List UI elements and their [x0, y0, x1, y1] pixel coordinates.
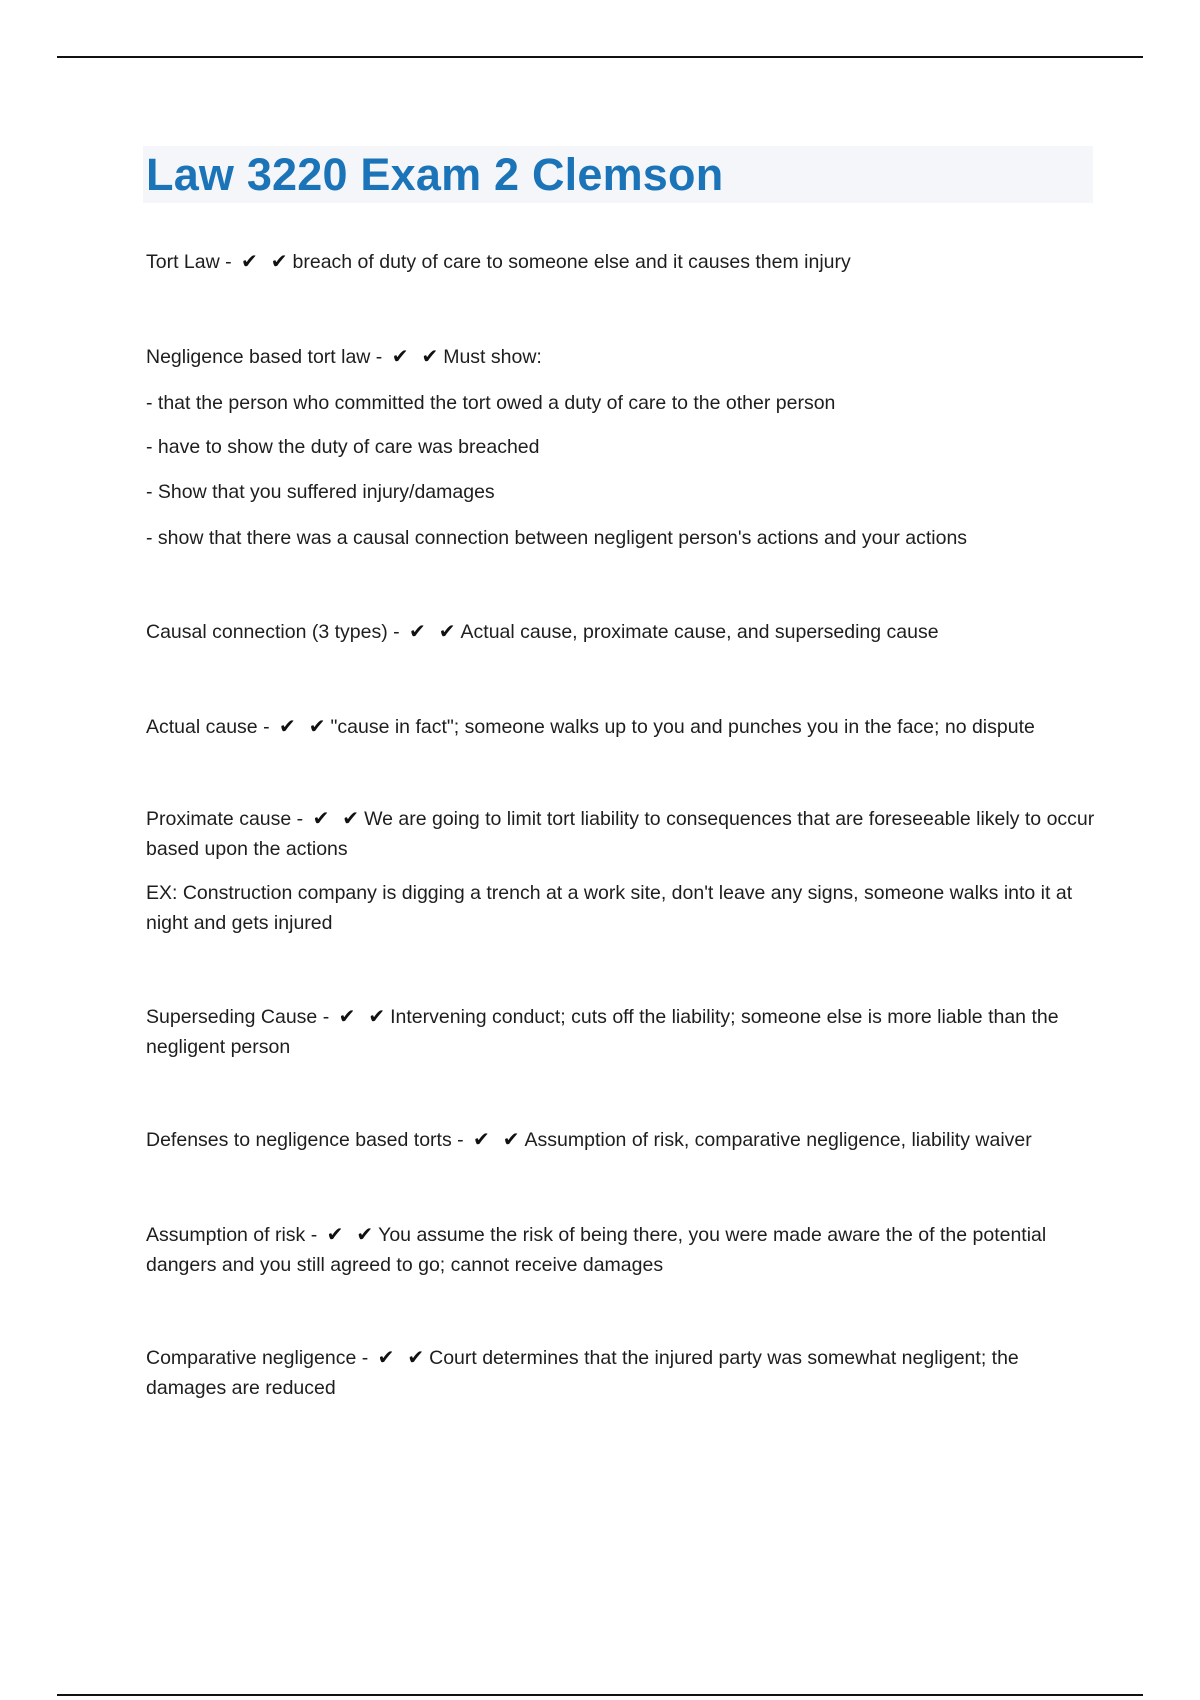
double-check-icon: ✔ ✔: [377, 1345, 428, 1369]
list-item: - Show that you suffered injury/damages: [146, 481, 495, 503]
entry-actual-cause: [146, 711, 1096, 742]
entry-term: Tort Law -: [146, 251, 232, 273]
entry-term: Negligence based tort law -: [146, 346, 383, 368]
entry-term: Causal connection (3 types) -: [146, 621, 400, 643]
entry-term: Comparative negligence -: [146, 1347, 369, 1369]
entry-definition: Assumption of risk, comparative negligence, liability waiver: [524, 1129, 1032, 1151]
entry-tort-law: [146, 246, 1096, 277]
double-check-icon: ✔ ✔: [391, 344, 442, 368]
entry-term: Defenses to negligence based torts -: [146, 1129, 464, 1151]
entry-definition: Court determines that the injured party was somewhat negligent; the damages are reduced: [146, 1347, 1019, 1399]
bottom-rule: [57, 1694, 1143, 1696]
entry-definition: Intervening conduct; cuts off the liability; someone else is more liable than the negligent person: [146, 1006, 1059, 1058]
entry-term: Actual cause -: [146, 716, 270, 738]
entry-definition: breach of duty of care to someone else and it causes them injury: [292, 251, 851, 273]
entry-definition: Must show:: [443, 346, 542, 368]
list-item: - show that there was a causal connection between negligent person's actions and your actions: [146, 527, 968, 549]
entry-defenses: [146, 1124, 1096, 1155]
double-check-icon: ✔ ✔: [409, 619, 459, 643]
entry-definition: "cause in fact"; someone walks up to you and punches you in the face; no dispute: [330, 716, 1035, 738]
entry-superseding-cause: [146, 1001, 1096, 1062]
entry-term: Proximate cause -: [146, 808, 304, 830]
double-check-icon: ✔ ✔: [326, 1222, 377, 1246]
list-item: - have to show the duty of care was breached: [146, 436, 540, 458]
entry-assumption-of-risk: [146, 1219, 1096, 1280]
entry-definition: You assume the risk of being there, you were made aware the of the potential dangers and you still agreed to go; cannot receive damages: [146, 1224, 1047, 1276]
entry-example: EX: Construction company is digging a trench at a work site, don't leave any signs, someone walks into it at night and gets injured: [146, 882, 1073, 934]
entry-term: Assumption of risk -: [146, 1224, 318, 1246]
list-item: - that the person who committed the tort owed a duty of care to the other person: [146, 392, 836, 414]
double-check-icon: ✔ ✔: [312, 806, 363, 830]
double-check-icon: ✔ ✔: [241, 249, 291, 273]
entry-term: Superseding Cause -: [146, 1006, 330, 1028]
double-check-icon: ✔ ✔: [338, 1004, 389, 1028]
double-check-icon: ✔ ✔: [278, 714, 329, 738]
entry-proximate-cause: [146, 803, 1096, 864]
entry-comparative-negligence: [146, 1342, 1096, 1403]
double-check-icon: ✔ ✔: [473, 1127, 523, 1151]
document-title: Law 3220 Exam 2 Clemson: [146, 149, 724, 200]
entry-negligence-based-tort-law: [146, 341, 1096, 372]
top-rule: [57, 56, 1143, 58]
entry-definition: We are going to limit tort liability to consequences that are foreseeable likely to occur based upon the actions: [146, 808, 1095, 860]
entry-definition: Actual cause, proximate cause, and superseding cause: [460, 621, 939, 643]
entry-causal-connection: [146, 616, 1096, 647]
